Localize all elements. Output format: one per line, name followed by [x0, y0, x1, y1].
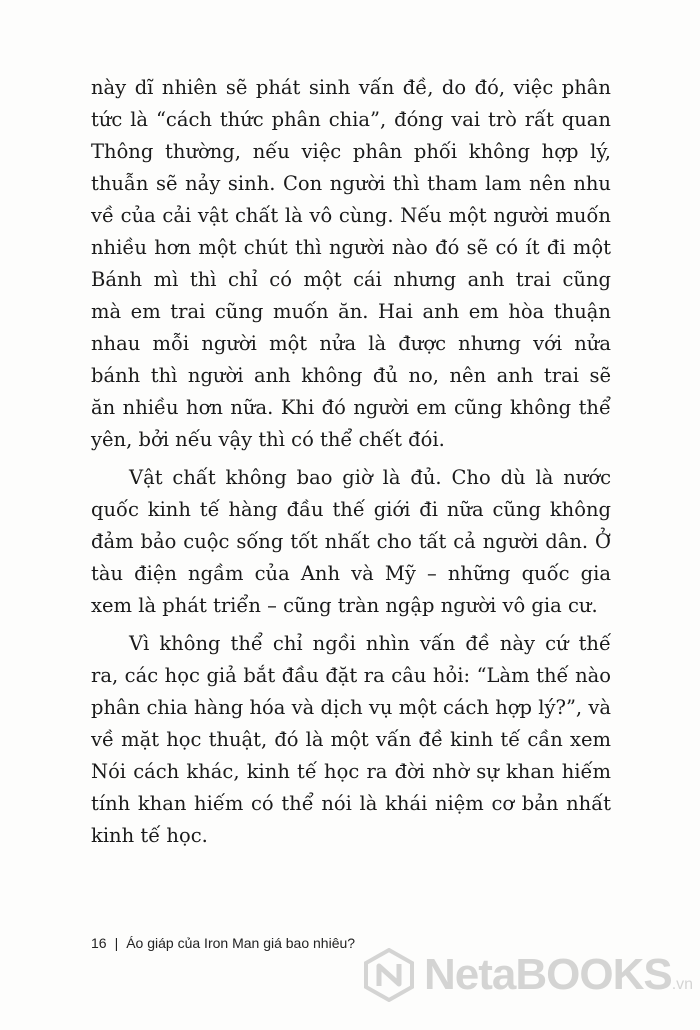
text-line: phân chia hàng hóa và dịch vụ một cách hợp lý?”, và — [91, 696, 611, 719]
body-text — [91, 72, 611, 852]
page-number: 16 — [91, 935, 107, 951]
footer-separator: | — [114, 935, 119, 951]
text-line: Bánh mì thì chỉ có một cái nhưng anh trai cũng — [91, 268, 611, 291]
netabooks-logo-icon — [362, 948, 416, 1002]
book-title: Áo giáp của Iron Man giá bao nhiêu? — [126, 935, 356, 951]
text-line: nhiều hơn một chút thì người nào đó sẽ có ít đi một — [91, 236, 611, 259]
text-line: xem là phát triển – cũng tràn ngập người vô gia cư. — [91, 594, 598, 617]
text-line: về mặt học thuật, đó là một vấn đề kinh tế cần xem — [91, 728, 611, 751]
text-line: tức là “cách thức phân chia”, đóng vai trò rất quan — [91, 108, 611, 131]
text-line: thuẫn sẽ nảy sinh. Con người thì tham lam nên nhu — [91, 172, 611, 195]
text-line: quốc kinh tế hàng đầu thế giới đi nữa cũng không — [91, 498, 611, 521]
text-line: kinh tế học. — [91, 824, 208, 847]
page-footer — [91, 935, 355, 951]
text-line: nhau mỗi người một nửa là được nhưng với nửa — [91, 332, 611, 355]
watermark-suffix: .vn — [671, 976, 694, 993]
text-line: Vật chất không bao giờ là đủ. Cho dù là nước — [129, 466, 611, 489]
text-line: này dĩ nhiên sẽ phát sinh vấn đề, do đó, việc phân — [91, 76, 611, 99]
paragraph — [91, 72, 611, 456]
text-line: bánh thì người anh không đủ no, nên anh trai sẽ — [91, 364, 611, 387]
paragraph — [91, 462, 611, 622]
text-line: Nói cách khác, kinh tế học ra đời nhờ sự khan hiếm — [91, 760, 611, 783]
text-line: Vì không thể chỉ ngồi nhìn vấn đề này cứ thế — [129, 632, 611, 655]
text-line: về của cải vật chất là vô cùng. Nếu một người muốn — [91, 204, 611, 227]
text-line: tính khan hiếm có thể nói là khái niệm cơ bản nhất — [91, 792, 611, 815]
text-line: yên, bởi nếu vậy thì có thể chết đói. — [91, 428, 445, 451]
text-line: mà em trai cũng muốn ăn. Hai anh em hòa thuận — [91, 300, 611, 323]
watermark — [362, 948, 693, 1002]
text-line: ăn nhiều hơn nữa. Khi đó người em cũng không thể — [91, 396, 611, 419]
text-line: ra, các học giả bắt đầu đặt ra câu hỏi: “Làm thế nào — [91, 664, 611, 687]
watermark-brand: NetaBOOKS.vn — [424, 950, 694, 999]
text-line: Thông thường, nếu việc phân phối không hợp lý, — [91, 140, 611, 163]
text-line: tàu điện ngầm của Anh và Mỹ – những quốc gia — [91, 562, 611, 585]
text-line: đảm bảo cuộc sống tốt nhất cho tất cả người dân. Ở — [91, 530, 611, 553]
paragraph — [91, 628, 611, 852]
